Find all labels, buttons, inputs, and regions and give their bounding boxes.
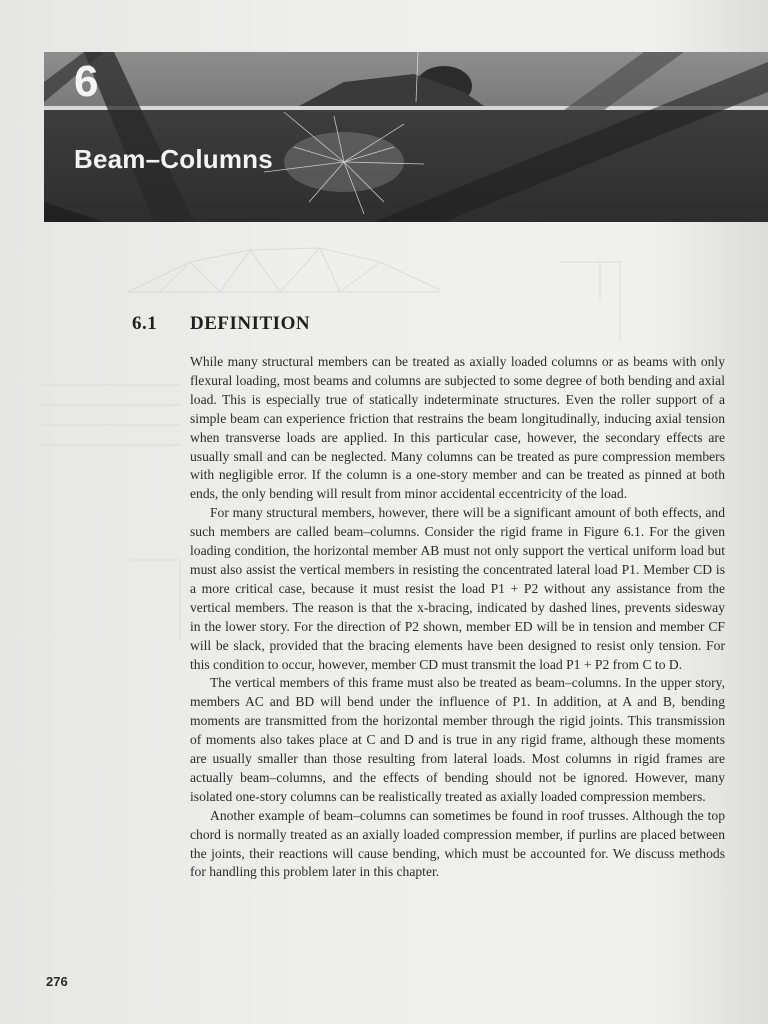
- section-heading: [132, 313, 310, 335]
- page-number: 276: [46, 974, 68, 989]
- paragraph: While many structural members can be treated as axially loaded columns or as beams with only flexural loading, most beams and columns are subjected to some degree of both bending and axial load. This is especially true of statically indeterminate structures. Even the roller support of a simple beam can experience friction that restrains the beam longitudinally, inducing axial tension when transverse loads are applied. In this particular case, however, the secondary effects are usually small and can be neglected. Many columns can be treated as pure compression members with negligible error. If the column is a one-story member and can be treated as pinned at both ends, the only bending will result from minor accidental eccentricity of the load.: [190, 354, 725, 502]
- paragraph: Another example of beam–columns can sometimes be found in roof trusses. Although the top chord is normally treated as an axially loaded compression member, if purlins are placed between the joints, their reactions will cause bending, which must be accounted for. We discuss methods for handling this problem later in this chapter.: [190, 807, 725, 880]
- body-text: [190, 353, 725, 882]
- section-title: DEFINITION: [190, 313, 311, 334]
- chapter-banner: [44, 52, 768, 222]
- chapter-number: 6: [74, 57, 99, 106]
- section-number: 6.1: [132, 313, 158, 334]
- welder-photo: [44, 52, 768, 222]
- paragraph: The vertical members of this frame must also be treated as beam–columns. In the upper story, members AC and BD will bend under the influence of P1. In addition, at A and B, bending moments are transmitted from the horizontal member through the rigid joints. This transmission of moments also takes place at C and D and is true in any rigid frame, although these moments are usually smaller than those resulting from lateral loads. Most columns in rigid frames are actually beam–columns, and the effects of bending should not be ignored. However, many isolated one-story columns can be realistically treated as axially loaded compression members.: [190, 675, 725, 804]
- chapter-title: Beam–Columns: [74, 144, 273, 174]
- paragraph: For many structural members, however, there will be a significant amount of both effects, and such members are called beam–columns. Consider the rigid frame in Figure 6.1. For the given loading condition, the horizontal member AB must not only support the vertical uniform load but must also assist the vertical members in resisting the concentrated lateral load P1. Member CD is a more critical case, because it must resist the load P1 + P2 without any assistance from the vertical members. The reason is that the x-bracing, indicated by dashed lines, prevents sidesway in the lower story. For the direction of P2 shown, member ED will be in tension and member CF will be slack, provided that the bracing elements have been designed to resist only tension. For this condition to occur, however, member CD must transmit the load P1 + P2 from C to D.: [190, 505, 725, 672]
